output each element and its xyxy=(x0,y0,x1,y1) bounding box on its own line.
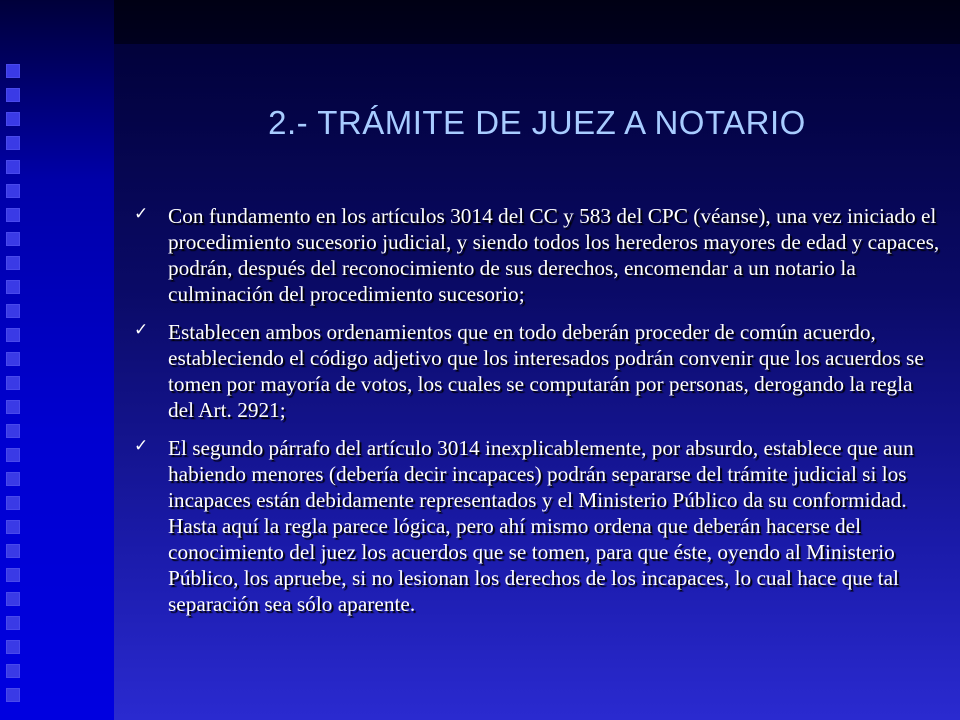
decorative-square xyxy=(6,664,20,678)
decorative-square xyxy=(6,136,20,150)
decorative-square xyxy=(6,616,20,630)
decorative-square xyxy=(6,184,20,198)
decorative-square xyxy=(6,496,20,510)
decorative-square xyxy=(6,640,20,654)
decorative-square xyxy=(6,64,20,78)
decorative-square xyxy=(6,112,20,126)
decorative-squares xyxy=(6,64,20,712)
decorative-square xyxy=(6,520,20,534)
check-icon: ✓ xyxy=(134,436,149,456)
bullet-text: Establecen ambos ordenamientos que en todo deberán proceder de común acuerdo, estableciendo el código adjetivo que los interesados podrán convenir que los acuerdos se tomen por mayoría de votos, los cuales se computarán por personas, derogando la regla del Art. 2921; xyxy=(168,320,924,422)
decorative-square xyxy=(6,160,20,174)
bullet-item xyxy=(130,319,942,423)
bullet-text: El segundo párrafo del artículo 3014 inexplicablemente, por absurdo, establece que aun habiendo menores (debería decir incapaces) podrán separarse del trámite judicial si los incapaces están debidamente representados y el Ministerio Público da su conformidad. Hasta aquí la regla parece lógica, pero ahí mismo ordena que deberán hacerse del conocimiento del juez los acuerdos que se tomen, para que éste, oyendo al Ministerio Público, los apruebe, si no lesionan los derechos de los incapaces, lo cual hace que tal separación sea sólo aparente. xyxy=(168,436,914,616)
check-icon: ✓ xyxy=(134,204,149,224)
decorative-square xyxy=(6,376,20,390)
bullet-text: Con fundamento en los artículos 3014 del CC y 583 del CPC (véanse), una vez iniciado el procedimiento sucesorio judicial, y siendo todos los herederos mayores de edad y capaces, podrán, después del reconocimiento de sus derechos, encomendar a un notario la culminación del procedimiento sucesorio; xyxy=(168,204,940,306)
bullet-item xyxy=(130,203,942,307)
decorative-square xyxy=(6,352,20,366)
decorative-square xyxy=(6,328,20,342)
check-icon: ✓ xyxy=(134,320,149,340)
decorative-square xyxy=(6,568,20,582)
decorative-square xyxy=(6,688,20,702)
decorative-square xyxy=(6,280,20,294)
bullet-item xyxy=(130,435,942,617)
decorative-square xyxy=(6,544,20,558)
decorative-square xyxy=(6,448,20,462)
decorative-square xyxy=(6,472,20,486)
decorative-square xyxy=(6,400,20,414)
decorative-square xyxy=(6,592,20,606)
decorative-square xyxy=(6,256,20,270)
top-decorative-band xyxy=(114,0,960,44)
decorative-square xyxy=(6,88,20,102)
slide-title: 2.- TRÁMITE DE JUEZ A NOTARIO xyxy=(268,104,806,141)
left-decorative-band xyxy=(0,0,114,720)
decorative-square xyxy=(6,232,20,246)
decorative-square xyxy=(6,208,20,222)
bullet-list xyxy=(130,203,942,629)
decorative-square xyxy=(6,424,20,438)
decorative-square xyxy=(6,304,20,318)
